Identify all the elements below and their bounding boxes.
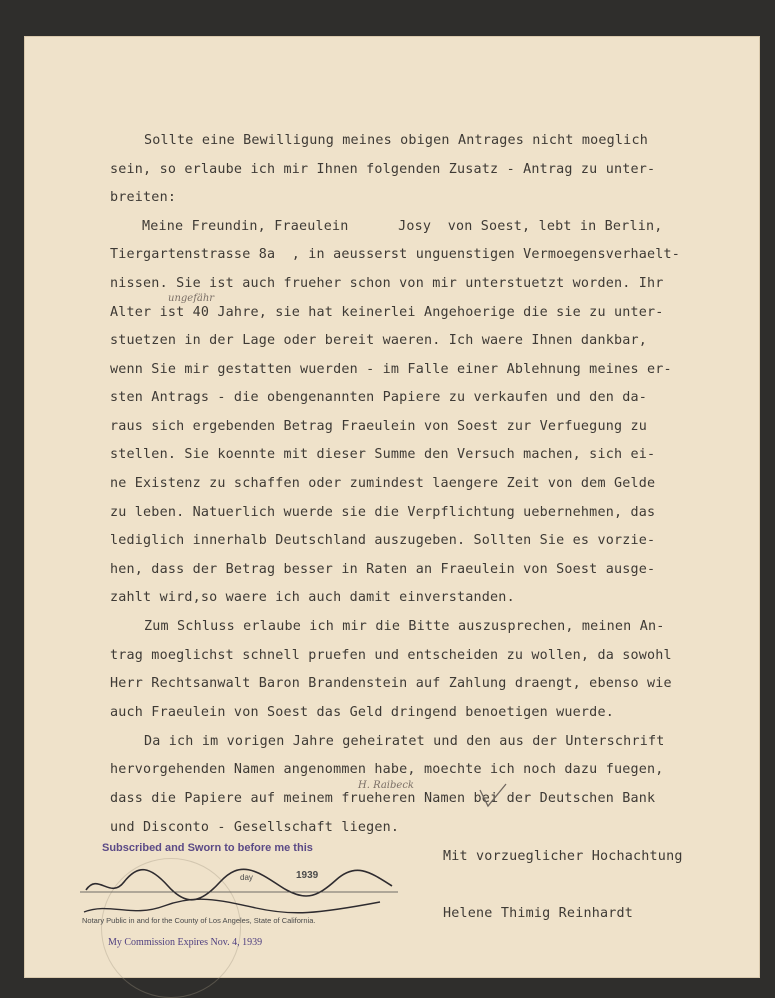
text-line: ne Existenz zu schaffen oder zumindest laengere Zeit von dem Gelde xyxy=(110,476,656,491)
text-line: Da ich im vorigen Jahre geheiratet und den aus der Unterschrift xyxy=(144,734,665,749)
text-line: stellen. Sie koennte mit dieser Summe den Versuch machen, sich ei- xyxy=(110,447,656,462)
notary-day-label: day xyxy=(240,873,253,882)
text-line: auch Fraeulein von Soest das Geld dringend benoetigen wuerde. xyxy=(110,705,614,720)
text-line: raus sich ergebenden Betrag Fraeulein von Soest zur Verfuegung zu xyxy=(110,419,648,434)
text-line: stuetzen in der Lage oder bereit waeren. Ich waere Ihnen dankbar, xyxy=(110,333,648,348)
notary-stamp-text: Subscribed and Sworn to before me this xyxy=(102,842,313,854)
text-line: zu leben. Natuerlich wuerde sie die Verpflichtung uebernehmen, das xyxy=(110,505,656,520)
notary-year: 1939 xyxy=(296,870,319,881)
text-line: und Disconto - Gesellschaft liegen. xyxy=(110,820,400,835)
text-line: lediglich innerhalb Deutschland auszugeben. Sollten Sie es vorzie- xyxy=(110,533,656,548)
text-line: hen, dass der Betrag besser in Raten an Fraeulein von Soest ausge- xyxy=(110,562,656,577)
text-line: Tiergartenstrasse 8a , in aeusserst unguenstigen Vermoegensverhaelt- xyxy=(110,247,681,262)
text-line: Alter ist 40 Jahre, sie hat keinerlei Angehoerige die sie zu unter- xyxy=(110,305,664,320)
text-line: sten Antrags - die obengenannten Papiere zu verkaufen und den da- xyxy=(110,390,648,405)
text-line: wenn Sie mir gestatten wuerden - im Falle einer Ablehnung meines er- xyxy=(110,362,672,377)
text-line: nissen. Sie ist auch frueher schon von mir unterstuetzt worden. Ihr xyxy=(110,276,664,291)
notary-signature-handwriting xyxy=(80,852,400,918)
text-line: dass die Papiere auf meinem frueheren Namen bei der Deutschen Bank xyxy=(110,791,656,806)
text-line: sein, so erlaube ich mir Ihnen folgenden Zusatz - Antrag zu unter- xyxy=(110,162,656,177)
text-line: Meine Freundin, Fraeulein Josy von Soest, lebt in Berlin, xyxy=(142,219,663,234)
closing-text: Mit vorzueglicher Hochachtung xyxy=(443,849,683,864)
text-line: Herr Rechtsanwalt Baron Brandenstein auf Zahlung draengt, ebenso wie xyxy=(110,676,672,691)
signature-name: Helene Thimig Reinhardt xyxy=(443,906,634,921)
text-line: breiten: xyxy=(110,190,177,205)
handwritten-name-note: H. Raibeck xyxy=(358,780,414,791)
text-line: Sollte eine Bewilligung meines obigen Antrages nicht moeglich xyxy=(144,133,648,148)
handwritten-age-note: ungefähr xyxy=(168,293,215,304)
text-line: trag moeglichst schnell pruefen und entscheiden zu wollen, da sowohl xyxy=(110,648,672,663)
text-line: Zum Schluss erlaube ich mir die Bitte auszusprechen, meinen An- xyxy=(144,619,665,634)
handwritten-check-mark-icon xyxy=(478,782,508,810)
commission-expiry-stamp: My Commission Expires Nov. 4, 1939 xyxy=(108,937,263,948)
text-line: zahlt wird,so waere ich auch damit einverstanden. xyxy=(110,590,515,605)
notary-caption: Notary Public in and for the County of Los Angeles, State of California. xyxy=(82,916,316,925)
text-line: hervorgehenden Namen angenommen habe, moechte ich noch dazu fuegen, xyxy=(110,762,664,777)
